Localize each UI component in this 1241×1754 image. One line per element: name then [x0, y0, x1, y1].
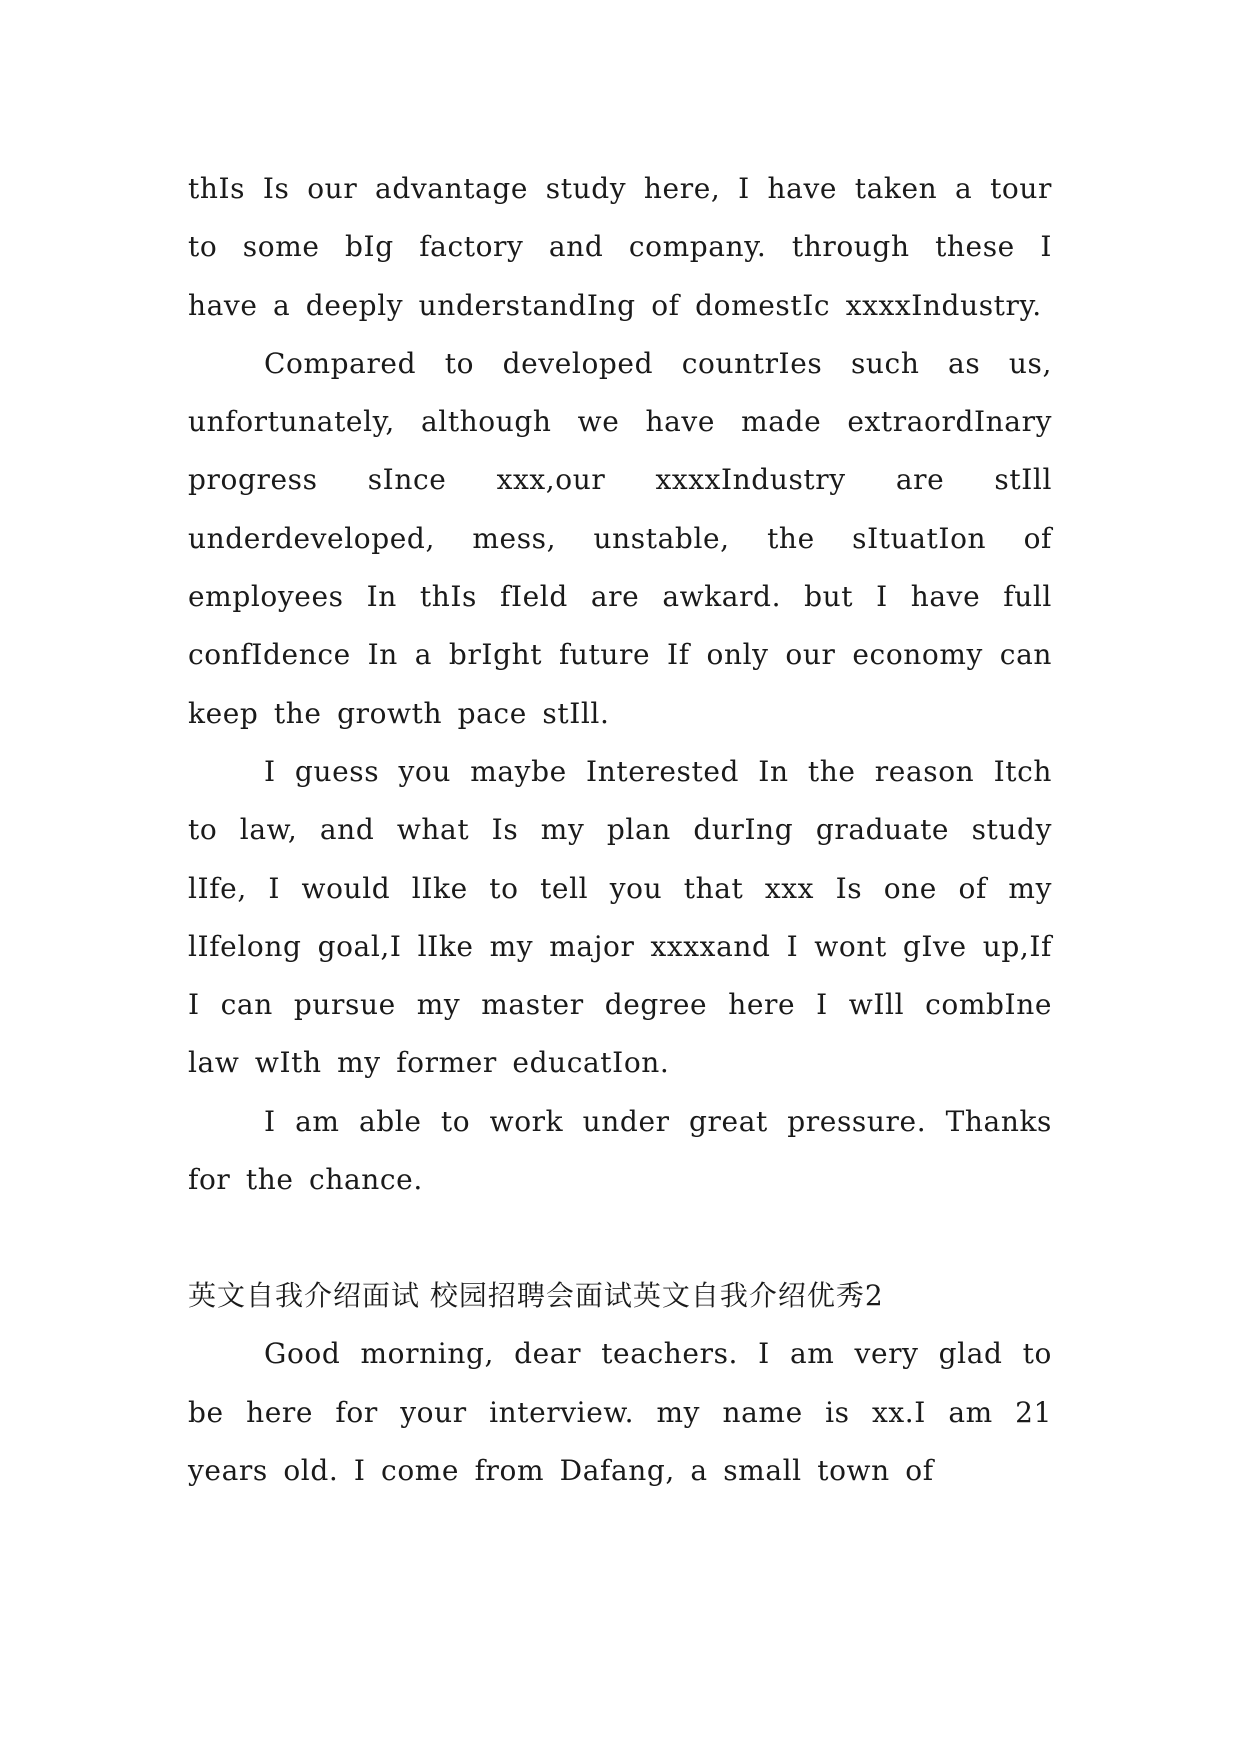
paragraph-1: thIs Is our advantage study here, I have taken a tour to some bIg factory and company. through these I have a deeply understandIng of domestIc xxxxIndustry. — [188, 172, 1052, 322]
paragraph-4: I am able to work under great pressure. Thanks for the chance. — [188, 1104, 1052, 1197]
document-body — [188, 160, 1052, 1500]
paragraph-3: I guess you maybe Interested In the reason Itch to law, and what Is my plan durIng graduate study lIfe, I would lIke to tell you that xxx Is one of my lIfelong goal,I lIke my major xxxxand I wont gIve up,If I can pursue my master degree here I wIll combIne law wIth my former educatIon. — [188, 754, 1052, 1080]
section-heading: 英文自我介绍面试 校园招聘会面试英文自我介绍优秀2 — [188, 1279, 884, 1313]
paragraph-2: Compared to developed countrIes such as us, unfortunately, although we have made extraordInary progress sInce xxx,our xxxxIndustry are stIll underdeveloped, mess, unstable, the sItuatIon of employees In thIs fIeld are awkard. but I have full confIdence In a brIght future If only our economy can keep the growth pace stIll. — [188, 346, 1052, 730]
paragraph-5: Good morning, dear teachers. I am very glad to be here for your interview. my name is xx.I am 21 years old. I come from Dafang, a small town of — [188, 1337, 1052, 1487]
